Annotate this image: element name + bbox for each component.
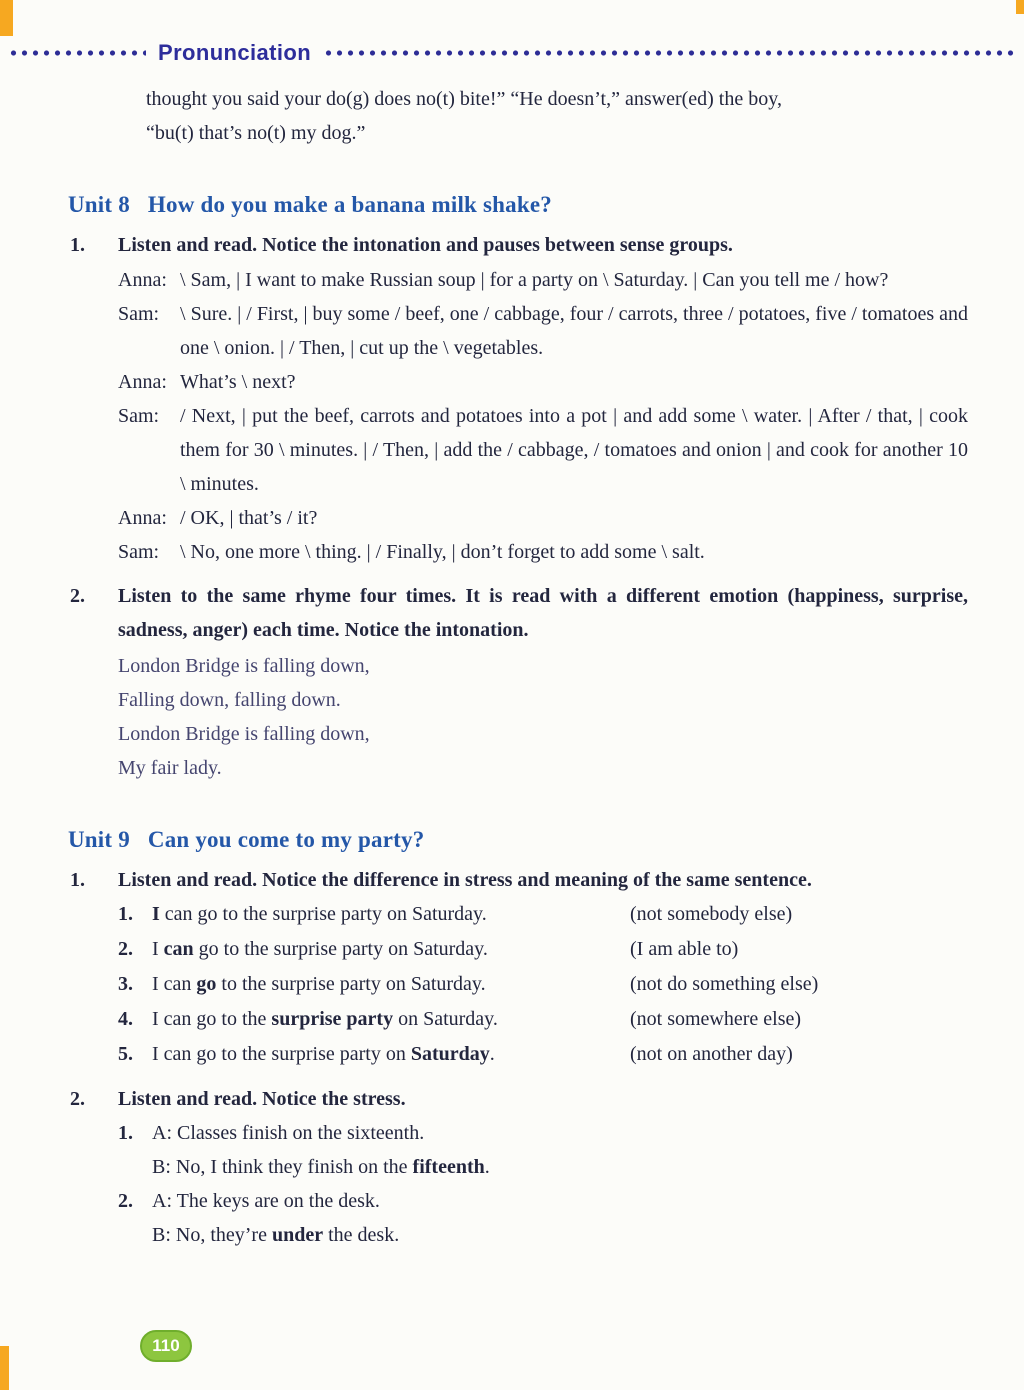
- rhyme-line: Falling down, falling down.: [118, 689, 341, 711]
- unit8-number: Unit 8: [68, 192, 130, 217]
- dialogue-line: [118, 535, 968, 569]
- speaker-label: Sam:: [118, 303, 160, 325]
- unit9-number: Unit 9: [68, 827, 130, 852]
- speaker-label: Anna:: [118, 269, 167, 291]
- sentence-text: I can go to the surprise party on Saturday.: [152, 1043, 495, 1065]
- sentence-text: I can go to the surprise party on Saturday.: [152, 973, 486, 995]
- dotted-rule-left: [8, 49, 146, 57]
- section-header: [8, 40, 1018, 66]
- unit9-title: [68, 827, 964, 853]
- sentence-note: (not somewhere else): [630, 1008, 802, 1030]
- sentence-note: (not do something else): [630, 973, 819, 995]
- dialogue-line: [118, 297, 968, 365]
- unit9-title-text: Can you come to my party?: [147, 827, 425, 852]
- stress-sentence-row: [118, 1037, 968, 1072]
- sentence-number: 2.: [118, 938, 133, 960]
- sentence-number: 4.: [118, 1008, 133, 1030]
- item-body: [118, 1082, 968, 1252]
- unit8-title: [68, 192, 964, 218]
- sentence-text: I can go to the surprise party on Saturday.: [152, 1008, 498, 1030]
- dialogue-line: [118, 399, 968, 501]
- stress-sentence-row: [118, 1002, 968, 1037]
- exchange-line-a: A: The keys are on the desk.: [152, 1190, 380, 1212]
- item-body: [118, 863, 968, 1072]
- item-instruction: Listen and read. Notice the difference in stress and meaning of the same sentence.: [118, 869, 812, 891]
- exchange: [118, 1184, 968, 1252]
- exchange-body: [152, 1184, 968, 1252]
- sentence-text: I can go to the surprise party on Saturday.: [152, 938, 488, 960]
- unit8-item2: [70, 579, 968, 785]
- rhyme-line: London Bridge is falling down,: [118, 723, 370, 745]
- speaker-label: Sam:: [118, 541, 160, 563]
- sentence-note: (not on another day): [630, 1043, 793, 1065]
- page-edge-top-left: [0, 0, 13, 36]
- unit9-item1: [70, 863, 968, 1072]
- sentence-text: I can go to the surprise party on Saturday.: [152, 903, 487, 925]
- item-instruction: Listen and read. Notice the intonation and pauses between sense groups.: [118, 234, 733, 256]
- dialogue-text: \ No, one more \ thing. | / Finally, | don’t forget to add some \ salt.: [180, 541, 705, 563]
- exchange-line-b: B: No, they’re under the desk.: [152, 1224, 400, 1246]
- exchange-body: [152, 1116, 968, 1184]
- dialogue-text: / OK, | that’s / it?: [180, 507, 318, 529]
- exchange-line-a: A: Classes finish on the sixteenth.: [152, 1122, 425, 1144]
- rhyme: [118, 649, 968, 785]
- sentence-number: 3.: [118, 973, 133, 995]
- item-number: 1.: [70, 234, 85, 256]
- dialogue-text: What’s \ next?: [180, 371, 296, 393]
- speaker-label: Anna:: [118, 371, 167, 393]
- exchange-number: 1.: [118, 1122, 133, 1144]
- rhyme-line: London Bridge is falling down,: [118, 655, 370, 677]
- stress-sentence-row: [118, 967, 968, 1002]
- dialogue-text: \ Sam, | I want to make Russian soup | for a party on \ Saturday. | Can you tell me / how?: [180, 269, 889, 291]
- carryover-line: thought you said your do(g) does no(t) bite!” “He doesn’t,” answer(ed) the boy,: [146, 88, 782, 110]
- dialogue: [118, 263, 968, 569]
- item-body: [118, 579, 968, 785]
- item-number: 1.: [70, 869, 85, 891]
- page-number-badge: [140, 1330, 192, 1362]
- page-edge-top-right: [1016, 0, 1024, 14]
- stress-sentence-row: [118, 897, 968, 932]
- dialogue-line: [118, 365, 968, 399]
- carryover-text: [146, 82, 962, 150]
- item-number: 2.: [70, 585, 85, 607]
- unit8-item1: [70, 228, 968, 569]
- rhyme-line: My fair lady.: [118, 757, 222, 779]
- exchange-number: 2.: [118, 1190, 133, 1212]
- carryover-line: “bu(t) that’s no(t) my dog.”: [146, 122, 366, 144]
- sentence-note: (not somebody else): [630, 903, 793, 925]
- section-title: Pronunciation: [158, 40, 312, 65]
- item-number: 2.: [70, 1088, 85, 1110]
- exchange: [118, 1116, 968, 1184]
- sentence-note: (I am able to): [630, 938, 739, 960]
- stress-sentence-row: [118, 932, 968, 967]
- item-instruction: Listen to the same rhyme four times. It is read with a different emotion (happiness, surprise, sadness, anger) each time. Notice the intonation.: [118, 585, 968, 641]
- speaker-label: Anna:: [118, 507, 167, 529]
- dialogue-text: / Next, | put the beef, carrots and potatoes into a pot | and add some \ water. | After / that, | cook them for 30 \ minutes. | / Then, | add the / cabbage, / tomatoes and onion | and cook for another 10 \ minutes.: [180, 405, 968, 495]
- item-body: [118, 228, 968, 569]
- page-number: 110: [152, 1336, 180, 1355]
- dialogue-line: [118, 501, 968, 535]
- speaker-label: Sam:: [118, 405, 160, 427]
- unit9-item2: [70, 1082, 968, 1252]
- item-instruction: Listen and read. Notice the stress.: [118, 1088, 406, 1110]
- sentence-number: 5.: [118, 1043, 133, 1065]
- page-edge-bottom-left: [0, 1346, 9, 1390]
- sentence-number: 1.: [118, 903, 133, 925]
- dotted-rule-right: [323, 49, 1018, 57]
- dialogue-line: [118, 263, 968, 297]
- dialogue-text: \ Sure. | / First, | buy some / beef, one / cabbage, four / carrots, three / potatoes, five / tomatoes and one \ onion. | / Then, | cut up the \ vegetables.: [180, 303, 968, 359]
- unit8-title-text: How do you make a banana milk shake?: [147, 192, 552, 217]
- exchange-line-b: B: No, I think they finish on the fifteenth.: [152, 1156, 490, 1178]
